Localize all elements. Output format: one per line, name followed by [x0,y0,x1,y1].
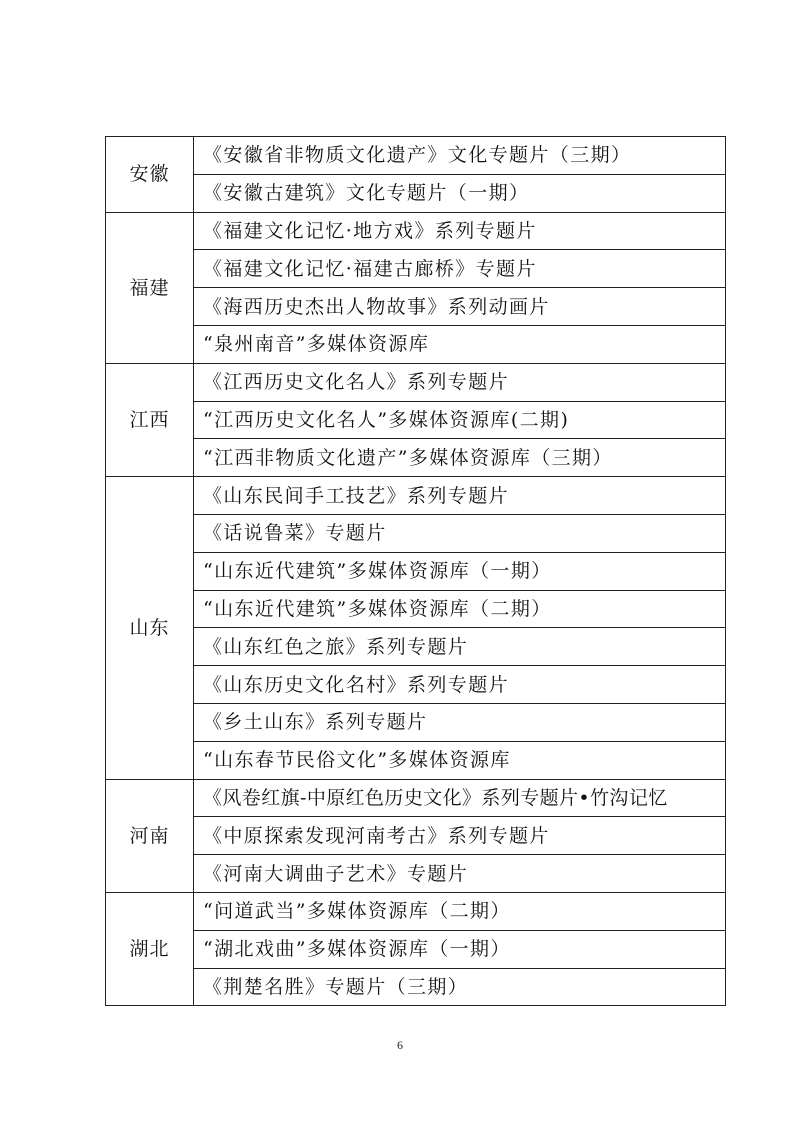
table-row [106,325,726,363]
item-cell: 《福建文化记忆·福建古廊桥》专题片 [194,250,726,288]
item-cell: “湖北戏曲”多媒体资源库（一期） [194,930,726,968]
item-cell: “山东春节民俗文化”多媒体资源库 [194,741,726,779]
table-row [106,174,726,212]
table-row [106,817,726,855]
item-cell: 《山东历史文化名村》系列专题片 [194,666,726,704]
item-cell: “山东近代建筑”多媒体资源库（二期） [194,590,726,628]
resource-list-table [105,136,726,1006]
item-cell: 《山东红色之旅》系列专题片 [194,628,726,666]
table-row [106,590,726,628]
province-cell: 湖北 [106,892,194,1005]
table-row [106,401,726,439]
table-row [106,741,726,779]
table-row [106,552,726,590]
item-cell: “江西历史文化名人”多媒体资源库(二期) [194,401,726,439]
table-row [106,212,726,250]
item-cell: “泉州南音”多媒体资源库 [194,325,726,363]
province-cell: 山东 [106,477,194,779]
province-cell: 福建 [106,212,194,363]
table-row [106,892,726,930]
item-cell: “江西非物质文化遗产”多媒体资源库（三期） [194,439,726,477]
page-number: 6 [397,1038,403,1052]
province-cell: 江西 [106,363,194,476]
item-cell: 《安徽省非物质文化遗产》文化专题片（三期） [194,137,726,175]
table-row [106,288,726,326]
item-cell: 《中原探索发现河南考古》系列专题片 [194,817,726,855]
table-row [106,514,726,552]
table-row [106,250,726,288]
item-cell: 《江西历史文化名人》系列专题片 [194,363,726,401]
item-cell: 《河南大调曲子艺术》专题片 [194,855,726,893]
table-row [106,968,726,1006]
item-cell: 《安徽古建筑》文化专题片（一期） [194,174,726,212]
item-cell: 《风卷红旗-中原红色历史文化》系列专题片•竹沟记忆 [194,779,726,817]
table-row [106,855,726,893]
item-cell: 《山东民间手工技艺》系列专题片 [194,477,726,515]
item-cell: “山东近代建筑”多媒体资源库（一期） [194,552,726,590]
item-cell: 《荆楚名胜》专题片（三期） [194,968,726,1006]
table-row [106,439,726,477]
item-cell: “问道武当”多媒体资源库（二期） [194,892,726,930]
province-cell: 河南 [106,779,194,892]
item-cell: 《乡土山东》系列专题片 [194,703,726,741]
table-row [106,703,726,741]
province-cell: 安徽 [106,137,194,213]
item-cell: 《话说鲁菜》专题片 [194,514,726,552]
table-row [106,363,726,401]
table-row [106,930,726,968]
table-row [106,137,726,175]
table-row [106,666,726,704]
table-row [106,779,726,817]
item-cell: 《海西历史杰出人物故事》系列动画片 [194,288,726,326]
table-row [106,477,726,515]
table-row [106,628,726,666]
item-cell: 《福建文化记忆·地方戏》系列专题片 [194,212,726,250]
